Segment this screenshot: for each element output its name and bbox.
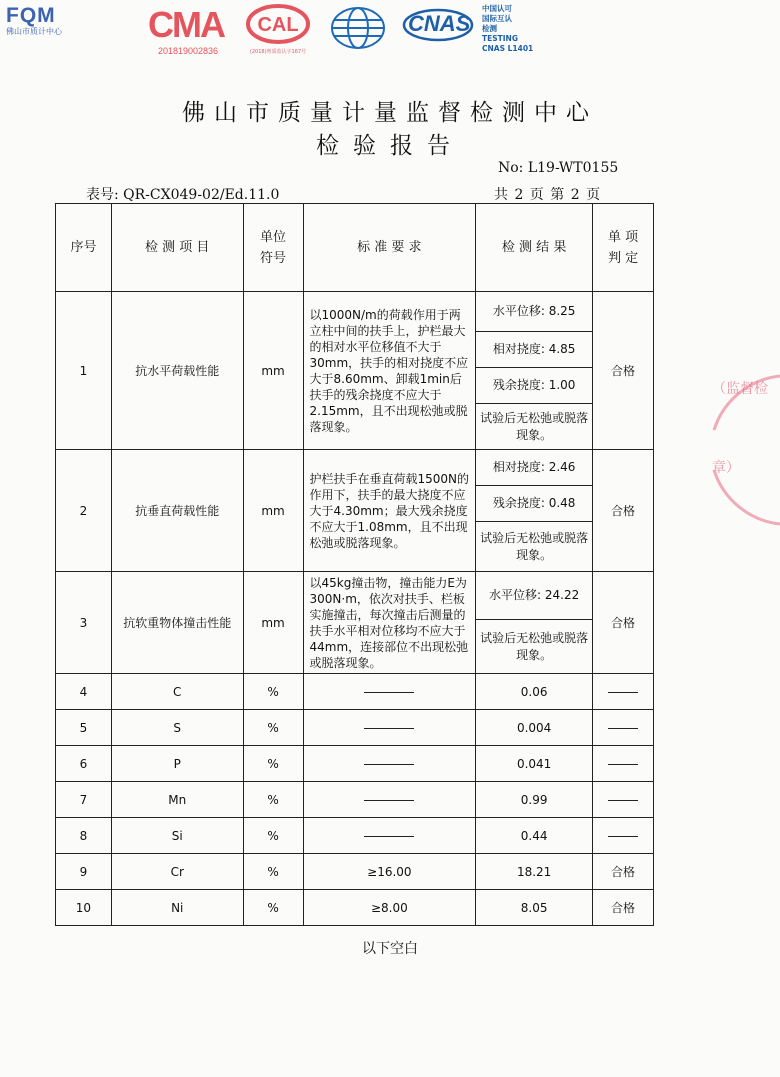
row-item: S xyxy=(111,710,243,746)
table-header-row xyxy=(56,204,654,292)
row-result: 相对挠度: 4.85 xyxy=(476,332,593,368)
cma-number: 201819002836 xyxy=(157,46,219,56)
row-result: 0.004 xyxy=(476,710,593,746)
row-result: 试验后无松弛或脱落现象。 xyxy=(476,404,593,450)
row-standard: ≥8.00 xyxy=(303,890,476,926)
row-unit: mm xyxy=(243,572,303,674)
table-row xyxy=(56,818,654,854)
row-standard xyxy=(303,746,476,782)
seal-line: 章） xyxy=(712,460,740,476)
dash-mark xyxy=(608,836,638,837)
table-row xyxy=(56,710,654,746)
row-item: Si xyxy=(111,818,243,854)
row-judge xyxy=(593,818,654,854)
table-row xyxy=(56,292,654,332)
row-judge: 合格 xyxy=(593,854,654,890)
header-standard: 标 准 要 求 xyxy=(303,204,476,292)
dash-mark xyxy=(608,692,638,693)
dash-mark xyxy=(608,728,638,729)
row-unit: % xyxy=(243,890,303,926)
row-no: 7 xyxy=(56,782,112,818)
row-result: 0.99 xyxy=(476,782,593,818)
row-unit: % xyxy=(243,782,303,818)
seal-line: （监督检 xyxy=(712,381,768,397)
table-row xyxy=(56,450,654,486)
row-unit: % xyxy=(243,818,303,854)
fqm-logo xyxy=(6,4,68,37)
dash-mark xyxy=(364,692,414,693)
dash-mark xyxy=(608,800,638,801)
cnas-caption-line: CNAS L1401 xyxy=(482,44,534,53)
row-standard: 护栏扶手在垂直荷载1500N的作用下，扶手的最大挠度不应大于4.30mm；最大残余挠度不应大于1.08mm，且不出现松弛或脱落现象。 xyxy=(303,450,476,572)
row-result: 水平位移: 24.22 xyxy=(476,572,593,620)
row-judge: 合格 xyxy=(593,292,654,450)
row-unit: % xyxy=(243,674,303,710)
row-judge: 合格 xyxy=(593,450,654,572)
row-result: 0.06 xyxy=(476,674,593,710)
table-row xyxy=(56,782,654,818)
fqm-subtitle: 佛山市质计中心 xyxy=(6,27,62,36)
row-result: 试验后无松弛或脱落现象。 xyxy=(476,522,593,572)
row-standard xyxy=(303,782,476,818)
cnas-caption-line: 国际互认 xyxy=(482,14,512,23)
header-judge: 单 项 判 定 xyxy=(593,204,654,292)
row-item: 抗水平荷载性能 xyxy=(111,292,243,450)
row-unit: % xyxy=(243,854,303,890)
row-standard xyxy=(303,674,476,710)
report-number: No: L19-WT0155 xyxy=(498,160,619,176)
row-item: Cr xyxy=(111,854,243,890)
svg-text:CAL: CAL xyxy=(257,14,299,36)
table-row xyxy=(56,674,654,710)
ilac-globe-icon xyxy=(330,6,386,50)
footer-note: 以下空白 xyxy=(362,941,418,957)
row-judge xyxy=(593,746,654,782)
row-unit: mm xyxy=(243,450,303,572)
header-unit: 单位 符号 xyxy=(243,204,303,292)
row-result: 0.041 xyxy=(476,746,593,782)
row-result: 残余挠度: 0.48 xyxy=(476,486,593,522)
row-standard: 以1000N/m的荷载作用于两立柱中间的扶手上，护栏最大的相对水平位移值不大于30mm，扶手的相对挠度不应大于8.60mm、卸载1min后扶手的残余挠度不应大于2.15mm，且不出现松弛或脱落现象。 xyxy=(303,292,476,450)
cnas-caption-line: TESTING xyxy=(482,34,518,43)
row-result: 相对挠度: 2.46 xyxy=(476,450,593,486)
row-result: 残余挠度: 1.00 xyxy=(476,368,593,404)
cal-logo xyxy=(242,4,314,55)
dash-mark xyxy=(364,800,414,801)
results-table xyxy=(55,203,654,926)
row-no: 4 xyxy=(56,674,112,710)
cal-seal-icon xyxy=(246,4,310,44)
row-item: P xyxy=(111,746,243,782)
row-result: 8.05 xyxy=(476,890,593,926)
report-subtitle: 检验报告 xyxy=(316,133,464,159)
header-item: 检 测 项 目 xyxy=(111,204,243,292)
cnas-caption xyxy=(482,4,533,54)
page-info: 共 2 页 第 2 页 xyxy=(494,187,602,203)
row-no: 8 xyxy=(56,818,112,854)
row-item: C xyxy=(111,674,243,710)
row-judge xyxy=(593,674,654,710)
row-no: 9 xyxy=(56,854,112,890)
dash-mark xyxy=(364,728,414,729)
row-standard: 以45kg撞击物，撞击能力E为300N·m，依次对扶手、栏板实施撞击，每次撞击后测量的扶手水平相对位移均不应大于44mm，连接部位不出现松弛或脱落现象。 xyxy=(303,572,476,674)
row-no: 10 xyxy=(56,890,112,926)
row-judge xyxy=(593,782,654,818)
cnas-caption-line: 检测 xyxy=(482,24,497,33)
row-judge xyxy=(593,710,654,746)
table-row xyxy=(56,854,654,890)
cma-mark: CMA xyxy=(148,4,224,45)
report-title: 佛山市质量计量监督检测中心 xyxy=(182,100,598,126)
row-unit: % xyxy=(243,746,303,782)
form-number: 表号: QR-CX049-02/Ed.11.0 xyxy=(86,187,280,203)
table-row xyxy=(56,572,654,620)
row-no: 2 xyxy=(56,450,112,572)
row-item: 抗垂直荷载性能 xyxy=(111,450,243,572)
row-no: 5 xyxy=(56,710,112,746)
header-no: 序号 xyxy=(56,204,112,292)
row-item: 抗软重物体撞击性能 xyxy=(111,572,243,674)
row-item: Mn xyxy=(111,782,243,818)
row-item: Ni xyxy=(111,890,243,926)
row-standard xyxy=(303,818,476,854)
fqm-mark: FQM xyxy=(6,4,56,27)
table-row xyxy=(56,890,654,926)
row-result: 试验后无松弛或脱落现象。 xyxy=(476,620,593,674)
row-no: 6 xyxy=(56,746,112,782)
row-standard: ≥16.00 xyxy=(303,854,476,890)
row-unit: mm xyxy=(243,292,303,450)
cnas-mark: CNAS xyxy=(408,11,471,36)
row-no: 1 xyxy=(56,292,112,450)
row-unit: % xyxy=(243,710,303,746)
header-logos xyxy=(0,0,780,70)
row-result: 0.44 xyxy=(476,818,593,854)
row-judge: 合格 xyxy=(593,890,654,926)
dash-mark xyxy=(364,764,414,765)
row-no: 3 xyxy=(56,572,112,674)
cnas-logo xyxy=(402,8,474,46)
dash-mark xyxy=(364,836,414,837)
cnas-caption-line: 中国认可 xyxy=(482,4,512,13)
header-result: 检 测 结 果 xyxy=(476,204,593,292)
row-result: 18.21 xyxy=(476,854,593,890)
row-result: 水平位移: 8.25 xyxy=(476,292,593,332)
seal-text xyxy=(712,380,768,478)
cma-logo xyxy=(148,6,228,56)
table-row xyxy=(56,746,654,782)
row-standard xyxy=(303,710,476,746)
cal-number: (2018)粤质监认字167号 xyxy=(249,49,307,55)
dash-mark xyxy=(608,764,638,765)
row-judge: 合格 xyxy=(593,572,654,674)
